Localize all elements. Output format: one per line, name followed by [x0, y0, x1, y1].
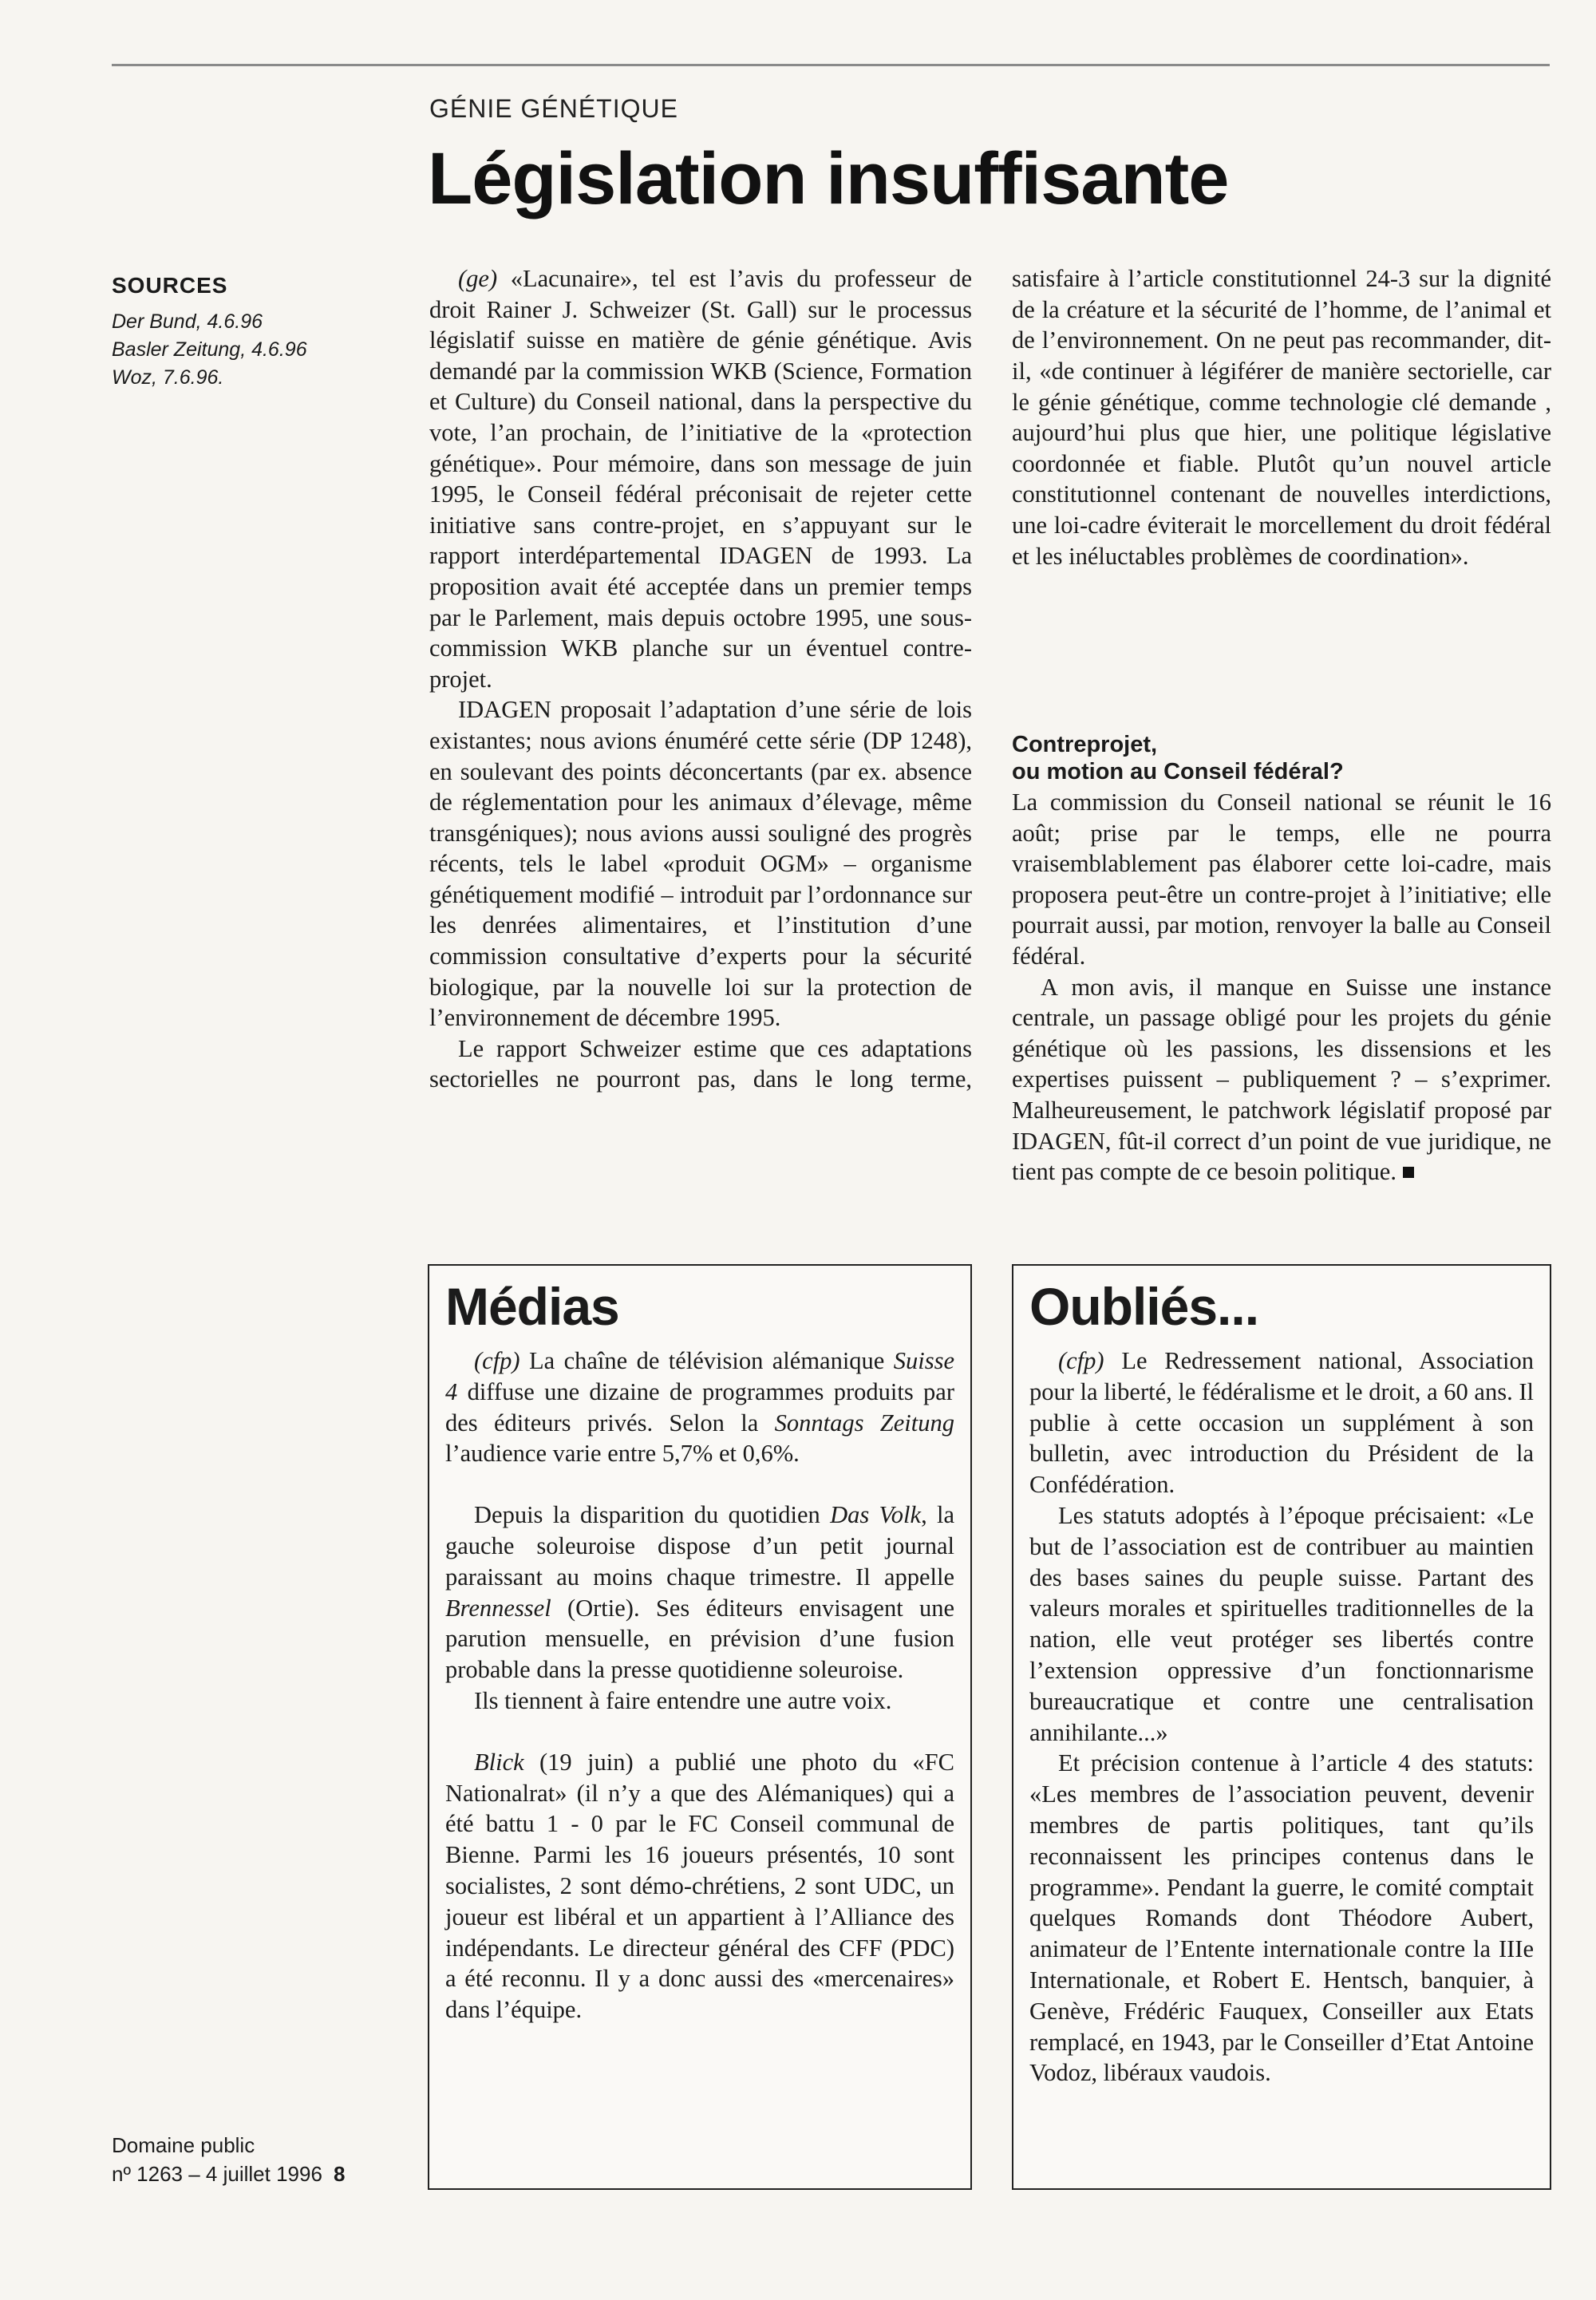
medias-paragraph: Blick (19 juin) a publié une photo du «FC Nationalrat» (il n’y a que des Alémaniques) qui a été battu 1 - 0 par le FC Conseil communal de Bienne. Parmi les 16 joueurs présentés, 10 sont socialistes, 2 sont démo-chrétiens, 2 sont UDC, un joueur est libéral et un appartient à l’Alliance des indépendants. Le directeur général des CFF (PDC) a été reconnu. Il y a donc aussi des «mercenaires» dans l’équipe. — [445, 1748, 954, 2024]
publication-name: Domaine public — [112, 2133, 255, 2157]
source-item: Woz, 7.6.96. — [112, 366, 224, 389]
medias-box — [428, 1264, 972, 2190]
medias-paragraph: Depuis la disparition du quotidien Das Volk, la gauche soleuroise dispose d’un petit journal paraissant au moins chaque trimestre. Il appelle Brennessel (Ortie). Ses éditeurs envisagent une parution mensuelle, en prévision d’une fusion probable dans la presse quotidienne soleuroise. — [445, 1501, 954, 1684]
oublies-title: Oubliés... — [1029, 1277, 1259, 1336]
top-rule — [112, 64, 1550, 66]
page-footer — [112, 2131, 345, 2188]
oublies-text — [1029, 1346, 1534, 2089]
article-paragraph: La commission du Conseil national se réunit le 16 août; prise par le temps, elle ne pourra vraisemblablement pas élaborer cette loi-cadre, mais proposera peut-être un contre-projet à l’initiative; elle pourrait aussi, par motion, renvoyer la balle au Conseil fédéral. — [1012, 788, 1551, 970]
medias-paragraph: (cfp) La chaîne de télévision alémanique Suisse 4 diffuse une dizaine de programmes produits par des éditeurs privés. Selon la Sonntags Zeitung l’audience varie entre 5,7% et 0,6%. — [445, 1347, 954, 1468]
article-paragraph: (ge) «Lacunaire», tel est l’avis du professeur de droit Rainer J. Schweizer (St. Gall) sur le processus législatif suisse en matière de génie génétique. Avis demandé par la commission WKB (Science, Formation et Culture) du Conseil national, dans la perspective du vote, l’an prochain, de l’initiative de la «protection génétique». Pour mémoire, dans son message de juin 1995, le Conseil fédéral préconisait de rejeter cette initiative sans contre-projet, en s’appuyant sur le rapport interdépartemental IDAGEN de 1993. La proposition avait été acceptée dans un premier temps par le Parlement, mais depuis octobre 1995, une sous-commission WKB planche sur un éventuel contre-projet. — [429, 265, 972, 693]
medias-title: Médias — [445, 1277, 619, 1336]
article-column-right — [1012, 263, 1551, 1188]
article-paragraph-continued: satisfaire à l’article constitutionnel 24-3 sur la dignité de la créature et la sécurité de l’homme, de l’animal et de l’environnement. On ne peut pas recommander, dit-il, «de continuer à légiférer de manière sectorielle, car le génie génétique, comme technologie clé demande , aujourd’hui plus que hier, une politique législative coordonnée et fiable. Plutôt qu’un nouvel article constitutionnel contenant de nouvelles interdictions, une loi-cadre éviterait le morcellement du droit fédéral et les inéluctables problèmes de coordination». — [1012, 265, 1551, 570]
source-item: Der Bund, 4.6.96 — [112, 310, 263, 333]
medias-paragraph: Ils tiennent à faire entendre une autre voix. — [474, 1686, 892, 1714]
end-mark — [1403, 1167, 1414, 1178]
issue-info: nº 1263 – 4 juillet 1996 — [112, 2162, 322, 2186]
medias-text — [445, 1346, 954, 2025]
page-number: 8 — [333, 2162, 346, 2186]
author-tag: (ge) — [458, 265, 498, 292]
article-column-left — [429, 263, 972, 1095]
oublies-box — [1012, 1264, 1551, 2190]
article-paragraph: A mon avis, il manque en Suisse une instance centrale, un passage obligé pour les projets du génie génétique où les passions, les dissensions et les expertises puissent – publiquement ? – s’exprimer. Malheureusement, le patchwork législatif proposé par IDAGEN, fût-il correct d’un point de vue juridique, ne tient pas compte de ce besoin politique. — [1012, 973, 1551, 1186]
article-headline: Législation insuffisante — [428, 138, 1229, 219]
sources-sidebar — [112, 273, 367, 392]
article-subhead: Contreprojet, ou motion au Conseil fédéral? — [1012, 732, 1344, 784]
oublies-paragraph: (cfp) Le Redressement national, Association pour la liberté, le fédéralisme et le droit, a 60 ans. Il publie à cette occasion un supplément à son bulletin, avec introduction du Président de la Confédération. — [1029, 1347, 1534, 1499]
section-kicker: GÉNIE GÉNÉTIQUE — [429, 94, 678, 123]
article-paragraph: IDAGEN proposait l’adaptation d’une série de lois existantes; nous avions énuméré cette série (DP 1248), en soulevant des points déconcertants (par ex. absence de réglementation pour les animaux d’élevage, même transgéniques); nous avions aussi souligné des progrès récents, tels le label «produit OGM» – organisme génétiquement modifié – introduit par l’ordonnance sur les denrées alimentaires, et l’institution d’une commission consultative d’experts pour la sécurité biologique, par la nouvelle loi sur la protection de l’environnement de décembre 1995. — [429, 696, 972, 1032]
sources-label: SOURCES — [112, 273, 228, 298]
oublies-paragraph: Les statuts adoptés à l’époque précisaient: «Le but de l’association est de contribuer au maintien des bases saines du peuple suisse. Partant des valeurs morales et spirituelles traditionnelles de la nation, elle veut protéger ses libertés contre l’extension oppressive d’un fonctionnarisme bureaucratique et contre une centralisation annihilante...» — [1029, 1501, 1534, 1746]
article-paragraph: Le rapport Schweizer estime que ces adaptations sectorielles ne pourront pas, dans le long terme, — [429, 1034, 972, 1093]
source-item: Basler Zeitung, 4.6.96 — [112, 338, 307, 361]
oublies-paragraph: Et précision contenue à l’article 4 des statuts: «Les membres de l’association peuvent, devenir membres de partis politiques, tant qu’ils reconnaissent les principes contenus dans le programme». Pendant la guerre, le comité comptait quelques Romands dont Théodore Aubert, animateur de l’Entente internationale contre la IIIe Internationale, et Robert E. Hentsch, banquier, à Genève, Frédéric Fauquex, Conseiller aux Etats remplacé, en 1943, par le Conseiller d’Etat Antoine Vodoz, libéraux vaudois. — [1029, 1749, 1534, 2087]
